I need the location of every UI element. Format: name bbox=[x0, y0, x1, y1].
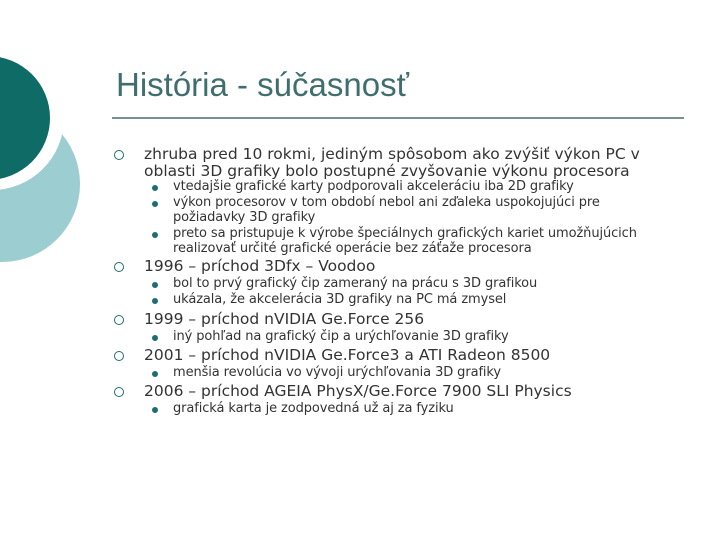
dot-bullet-icon bbox=[152, 298, 158, 304]
sub-bullet-text: výkon procesorov v tom období nebol ani zďaleka uspokojujúci pre požiadavky 3D grafiky bbox=[173, 195, 600, 225]
sub-bullet-text: bol to prvý grafický čip zameraný na prácu s 3D grafikou bbox=[173, 276, 538, 291]
sub-bullet-text: vtedajšie grafické karty podporovali akceleráciu iba 2D grafiky bbox=[173, 179, 574, 194]
dot-bullet-icon bbox=[152, 282, 158, 288]
bullet-text: 2001 – príchod nVIDIA Ge.Force3 a ATI Radeon 8500 bbox=[144, 346, 551, 364]
circle-bullet-icon bbox=[114, 262, 124, 272]
bullet-text: 1996 – príchod 3Dfx – Voodoo bbox=[144, 257, 376, 275]
sub-bullet-text: ukázala, že akcelerácia 3D grafiky na PC má zmysel bbox=[173, 292, 507, 307]
bullet-text: 2006 – príchod AGEIA PhysX/Ge.Force 7900 SLI Physics bbox=[144, 382, 572, 400]
dot-bullet-icon bbox=[152, 201, 158, 207]
bullet-text: zhruba pred 10 rokmi, jediným spôsobom ako zvýšiť výkon PC v oblasti 3D grafiky bolo postupné zvyšovanie výkonu procesora bbox=[144, 145, 640, 180]
slide-title: História - súčasnosť bbox=[116, 66, 409, 103]
dot-bullet-icon bbox=[152, 407, 158, 413]
title-divider bbox=[112, 117, 684, 119]
circle-bullet-icon bbox=[114, 150, 124, 160]
circle-bullet-icon bbox=[114, 315, 124, 325]
sub-bullet-text: menšia revolúcia vo vývoji urýchľovania 3D grafiky bbox=[173, 365, 501, 380]
bullet-text: 1999 – príchod nVIDIA Ge.Force 256 bbox=[144, 310, 425, 328]
dot-bullet-icon bbox=[152, 371, 158, 377]
circle-bullet-icon bbox=[114, 351, 124, 361]
dot-bullet-icon bbox=[152, 185, 158, 191]
sub-bullet-text: preto sa pristupuje k výrobe špeciálnych grafických kariet umožňujúcich realizovať určité grafické operácie bez záťaže procesora bbox=[173, 226, 637, 256]
dot-bullet-icon bbox=[152, 232, 158, 238]
sub-bullet-text: grafická karta je zodpovedná už aj za fyziku bbox=[173, 401, 454, 416]
circle-bullet-icon bbox=[114, 387, 124, 397]
dot-bullet-icon bbox=[152, 335, 158, 341]
sub-bullet-text: iný pohľad na grafický čip a urýchľovanie 3D grafiky bbox=[173, 329, 509, 344]
